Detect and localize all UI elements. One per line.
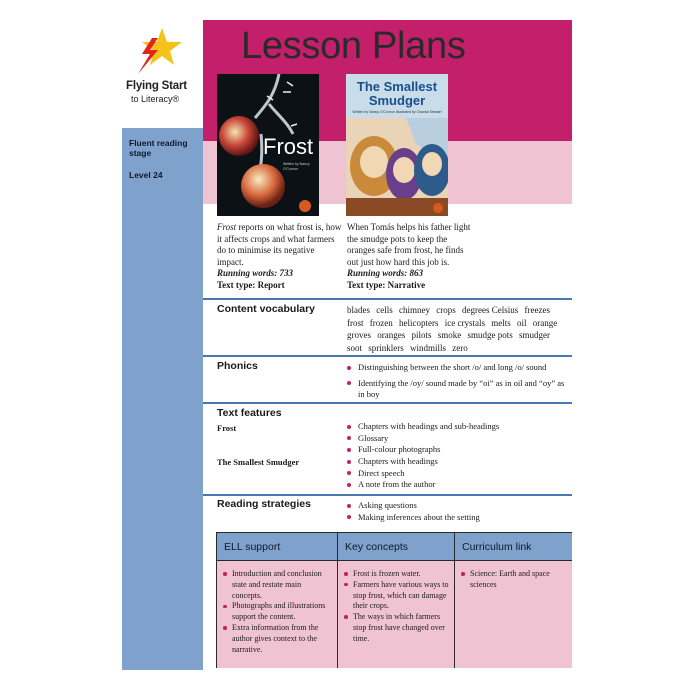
list-item: Farmers have various ways to stop frost, which can damage their crops. bbox=[344, 580, 449, 612]
key-concepts-list bbox=[344, 569, 449, 645]
list-item: Glossary bbox=[347, 433, 569, 445]
support-table bbox=[216, 532, 572, 668]
text-features-frost-label: Frost bbox=[217, 423, 237, 433]
vocab-word: freezes bbox=[524, 305, 550, 315]
vocab-word: smudger bbox=[519, 330, 551, 340]
divider bbox=[203, 402, 572, 404]
frost-summary-title: Frost bbox=[217, 222, 237, 232]
vocab-word: pilots bbox=[411, 330, 432, 340]
list-item: Identifying the /oy/ sound made by “oi” as in oil and “oy” as in boy bbox=[347, 378, 569, 401]
frost-summary-text: reports on what frost is, how it affects crops and what farmers do to minimise its negative impact. bbox=[217, 222, 342, 267]
phonics-label: Phonics bbox=[217, 360, 258, 372]
bullet-dot-icon bbox=[223, 626, 227, 630]
smudger-summary-text: When Tomás helps his father light the smudge pots to keep the oranges safe from frost, he finds out just how hard this job is. bbox=[347, 222, 471, 267]
frost-summary bbox=[217, 222, 342, 291]
star-logo-icon bbox=[132, 28, 182, 76]
list-item: Chapters with headings bbox=[347, 456, 569, 468]
vocab-word: ice crystals bbox=[444, 317, 485, 328]
bullet-dot-icon bbox=[347, 448, 351, 452]
vocab-word: helicopters bbox=[398, 317, 439, 328]
vocab-word: zero bbox=[452, 342, 468, 353]
list-item: The ways in which farmers stop frost have changed over time. bbox=[344, 612, 449, 644]
text-features-label: Text features bbox=[217, 407, 282, 419]
text-features-smudger-label: The Smallest Smudger bbox=[217, 457, 300, 467]
vocab-word: melts bbox=[491, 317, 511, 328]
phonics-list bbox=[347, 362, 569, 401]
bullet-dot-icon bbox=[223, 605, 227, 609]
vocab-word: chimney bbox=[399, 305, 430, 315]
table-header-key-concepts: Key concepts bbox=[338, 533, 455, 561]
brand-name: Flying Start bbox=[126, 80, 187, 92]
list-item: Science: Earth and space sciences bbox=[461, 569, 566, 591]
divider bbox=[203, 298, 572, 300]
vocab-word: blades bbox=[347, 305, 370, 315]
reading-strategies-label: Reading strategies bbox=[217, 498, 311, 510]
list-item: Frost is frozen water. bbox=[344, 569, 449, 580]
bullet-dot-icon bbox=[344, 583, 348, 587]
table-cell-ell bbox=[217, 561, 338, 668]
list-item: Distinguishing between the short /o/ and long /o/ sound bbox=[347, 362, 569, 374]
frost-cover-credit: Written by Nancy O'Connor bbox=[283, 162, 310, 171]
vocab-word: degrees Celsius bbox=[462, 305, 519, 315]
smudger-text-type: Text type: Narrative bbox=[347, 279, 426, 290]
reading-stage: Fluent reading stage bbox=[129, 138, 188, 158]
list-item: Chapters with headings and sub-headings bbox=[347, 421, 569, 433]
reading-level: Level 24 bbox=[129, 170, 163, 180]
list-item: Photographs and illustrations support the content. bbox=[223, 601, 331, 623]
content-vocabulary-words bbox=[347, 304, 569, 354]
frost-cover-title: Frost bbox=[263, 134, 314, 159]
curriculum-list bbox=[461, 569, 566, 591]
bullet-dot-icon bbox=[347, 366, 351, 370]
table-cell-curriculum-link bbox=[455, 561, 572, 668]
content-vocabulary-label: Content vocabulary bbox=[217, 303, 316, 315]
bullet-dot-icon bbox=[347, 460, 351, 464]
list-item: Making inferences about the setting bbox=[347, 512, 569, 524]
text-features-smudger-list bbox=[347, 456, 569, 491]
bullet-dot-icon bbox=[347, 425, 351, 429]
smudger-cover-title: The Smallest Smudger bbox=[356, 79, 438, 108]
list-item: Asking questions bbox=[347, 500, 569, 512]
list-item: Extra information from the author gives context to the narrative. bbox=[223, 623, 331, 655]
vocab-word: sprinklers bbox=[368, 342, 404, 353]
divider bbox=[203, 355, 572, 357]
list-item: Full-colour photographs bbox=[347, 444, 569, 456]
vocab-word: frozen bbox=[369, 317, 393, 328]
smudger-summary bbox=[347, 222, 472, 291]
book-cover-smallest-smudger bbox=[346, 74, 448, 216]
list-item: A note from the author bbox=[347, 479, 569, 491]
bullet-dot-icon bbox=[344, 572, 348, 576]
bullet-dot-icon bbox=[344, 615, 348, 619]
bullet-dot-icon bbox=[347, 483, 351, 487]
vocab-word: oranges bbox=[377, 330, 406, 340]
vocab-word: soot bbox=[347, 342, 363, 353]
frost-running-words: Running words: 733 bbox=[217, 268, 294, 278]
text-features-frost-list bbox=[347, 421, 569, 456]
table-header-ell: ELL support bbox=[217, 533, 338, 561]
vocab-word: frost bbox=[347, 317, 364, 328]
vocab-word: orange groves bbox=[347, 317, 558, 340]
vocab-word: smudge pots bbox=[467, 330, 513, 340]
brand-tagline: to Literacy® bbox=[131, 94, 180, 104]
reading-strategies-list bbox=[347, 500, 569, 523]
sidebar bbox=[122, 128, 203, 670]
book-cover-frost bbox=[217, 74, 319, 216]
flying-start-logo bbox=[126, 28, 190, 118]
list-item: Introduction and conclusion state and restate main concepts. bbox=[223, 569, 331, 601]
table-cell-key-concepts bbox=[338, 561, 455, 668]
smudger-running-words: Running words: 863 bbox=[347, 268, 424, 278]
bullet-dot-icon bbox=[461, 572, 465, 576]
list-item: Direct speech bbox=[347, 468, 569, 480]
vocab-word: oil bbox=[516, 317, 527, 328]
bullet-dot-icon bbox=[347, 504, 351, 508]
divider bbox=[203, 494, 572, 496]
vocab-word: windmills bbox=[410, 342, 447, 353]
bullet-dot-icon bbox=[347, 471, 351, 475]
bullet-dot-icon bbox=[347, 515, 351, 519]
bullet-dot-icon bbox=[223, 572, 227, 576]
vocab-word: cells bbox=[376, 305, 393, 315]
vocab-word: crops bbox=[436, 305, 456, 315]
vocab-word: smoke bbox=[437, 330, 462, 340]
frost-text-type: Text type: Report bbox=[217, 279, 285, 290]
table-header-curriculum-link: Curriculum link bbox=[455, 533, 572, 561]
bullet-dot-icon bbox=[347, 436, 351, 440]
page-title: Lesson Plans bbox=[241, 25, 466, 67]
bullet-dot-icon bbox=[347, 381, 351, 385]
smudger-cover-credit: Written by Nancy O'Connor Illustrated by Chantal Stewart bbox=[352, 110, 442, 114]
ell-list bbox=[223, 569, 331, 655]
